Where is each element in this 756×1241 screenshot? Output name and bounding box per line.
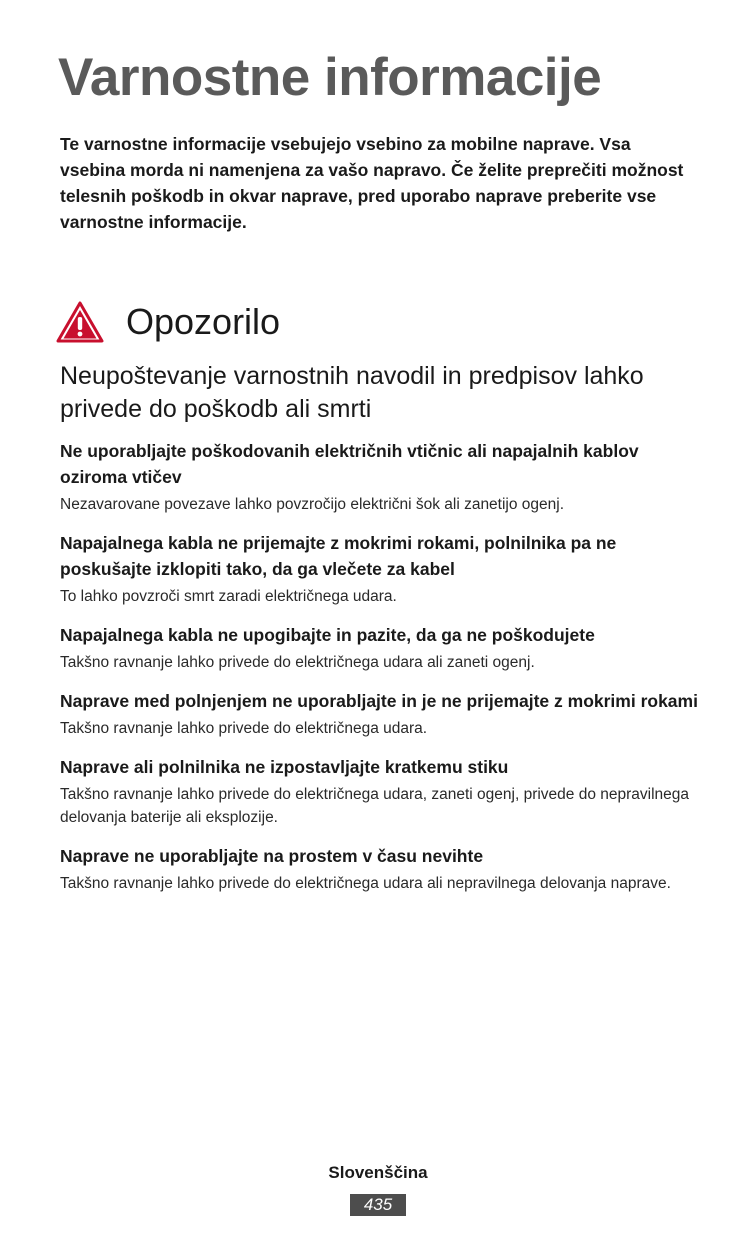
safety-item-description: Takšno ravnanje lahko privede do električnega udara ali zaneti ogenj.	[60, 654, 535, 671]
safety-items-list	[60, 438, 710, 895]
safety-item-title: Naprave med polnjenjem ne uporabljajte in je ne prijemajte z mokrimi rokami	[60, 691, 698, 711]
safety-item-title: Naprave ne uporabljajte na prostem v času nevihte	[60, 846, 484, 866]
safety-item	[60, 754, 710, 829]
safety-item-description: Nezavarovane povezave lahko povzročijo električni šok ali zanetijo ogenj.	[60, 496, 565, 513]
warning-triangle-icon	[56, 301, 104, 343]
warning-label: Opozorilo	[126, 301, 281, 342]
page-number: 435	[350, 1194, 406, 1216]
safety-item-title: Ne uporabljajte poškodovanih električnih vtičnic ali napajalnih kablov oziroma vtičev	[60, 441, 639, 487]
safety-item-description: To lahko povzroči smrt zaradi električnega udara.	[60, 588, 397, 605]
safety-item	[60, 688, 710, 740]
safety-item-description: Takšno ravnanje lahko privede do električnega udara.	[60, 720, 428, 737]
page-title: Varnostne informacije	[58, 48, 602, 107]
safety-item-description: Takšno ravnanje lahko privede do električnega udara ali nepravilnega delovanja naprave.	[60, 875, 671, 892]
warning-subtitle: Neupoštevanje varnostnih navodil in predpisov lahko privede do poškodb ali smrti	[60, 362, 644, 423]
safety-item-title: Napajalnega kabla ne prijemajte z mokrimi rokami, polnilnika pa ne poskušajte izklopiti tako, da ga vlečete za kabel	[60, 533, 617, 579]
footer-language: Slovenščina	[328, 1163, 428, 1182]
safety-item	[60, 622, 710, 674]
warning-heading	[56, 296, 280, 348]
safety-item-title: Napajalnega kabla ne upogibajte in pazite, da ga ne poškodujete	[60, 625, 595, 645]
safety-item-title: Naprave ali polnilnika ne izpostavljajte kratkemu stiku	[60, 757, 509, 777]
safety-item	[60, 843, 710, 895]
safety-item	[60, 438, 710, 516]
safety-item	[60, 530, 710, 608]
intro-paragraph: Te varnostne informacije vsebujejo vsebino za mobilne naprave. Vsa vsebina morda ni namenjena za vašo napravo. Če želite preprečiti možnost telesnih poškodb in okvar naprave, pred uporabo naprave preberite vse varnostne informacije.	[60, 134, 684, 232]
safety-item-description: Takšno ravnanje lahko privede do električnega udara, zaneti ogenj, privede do nepravilnega delovanja baterije ali eksplozije.	[60, 786, 690, 826]
